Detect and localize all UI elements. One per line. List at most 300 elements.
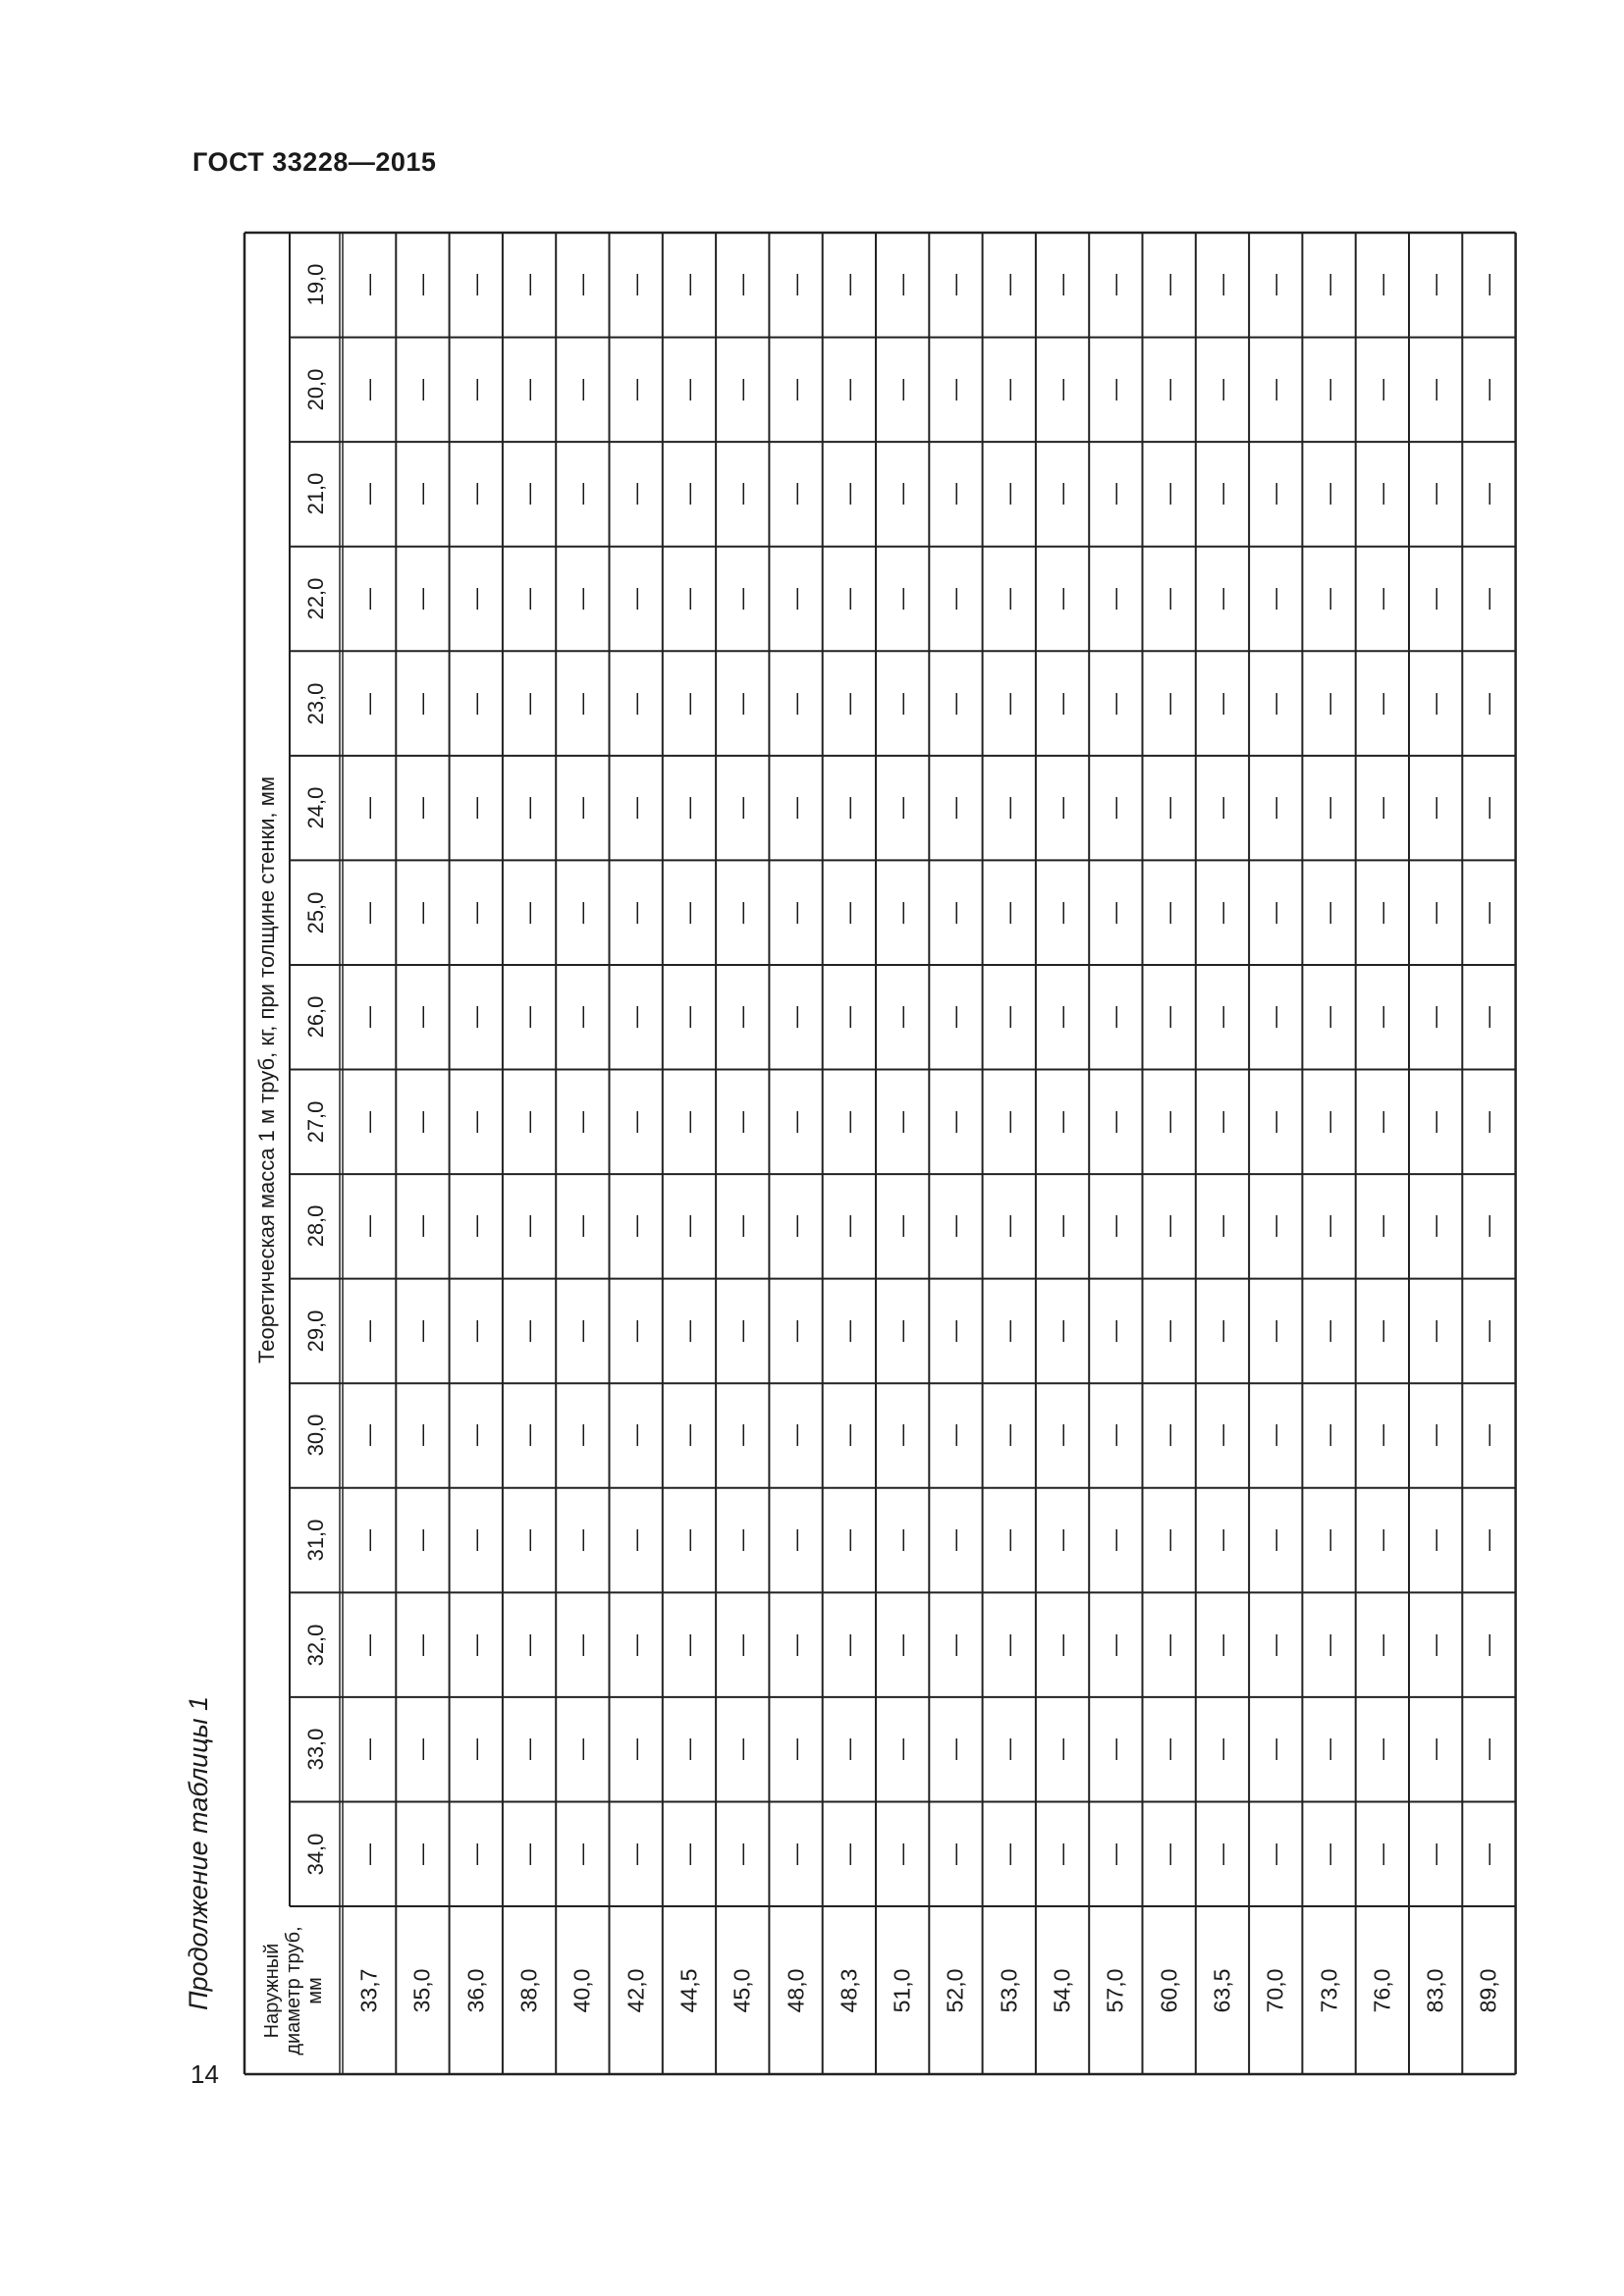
table-cell: — <box>356 901 382 924</box>
table-cell: — <box>1156 1633 1181 1656</box>
table-cell: — <box>783 1738 808 1761</box>
table-cell: — <box>569 378 595 400</box>
table-cell: — <box>623 1842 648 1865</box>
table-cell: — <box>1103 1006 1128 1029</box>
table-cell: — <box>1209 1738 1234 1761</box>
table-cell: — <box>1103 1319 1128 1342</box>
table-cell: — <box>1476 1738 1501 1761</box>
table-cell: — <box>1103 1110 1128 1133</box>
table-cell: — <box>676 1006 701 1029</box>
table-cell: — <box>1369 1529 1394 1552</box>
table-cell: — <box>1209 1215 1234 1238</box>
table-cell: — <box>836 1424 861 1447</box>
table-cell: — <box>569 692 595 715</box>
diameter-label: 70,0 <box>1262 1968 1288 2012</box>
table-cell: — <box>1209 378 1234 400</box>
table-cell: — <box>1263 1633 1288 1656</box>
table-cell: — <box>462 274 488 296</box>
table-cell: — <box>996 587 1021 610</box>
table-cell: — <box>676 378 701 400</box>
table-cell: — <box>1369 378 1394 400</box>
wall-thickness-label: 21,0 <box>303 472 328 515</box>
table-cell: — <box>676 1738 701 1761</box>
table-cell: — <box>1369 901 1394 924</box>
table-cell: — <box>1209 587 1234 610</box>
table-cell: — <box>1050 483 1075 506</box>
table-cell: — <box>783 1006 808 1029</box>
wall-thickness-label: 23,0 <box>303 682 328 724</box>
table-cell: — <box>1423 1110 1448 1133</box>
table-cell: — <box>783 1424 808 1447</box>
wall-thickness-label: 33,0 <box>303 1728 328 1771</box>
table-cell: — <box>783 1842 808 1865</box>
table-cell: — <box>1209 1110 1234 1133</box>
table-cell: — <box>1263 1110 1288 1133</box>
table-cell: — <box>1263 692 1288 715</box>
table-cell: — <box>890 1424 915 1447</box>
table-cell: — <box>1156 1006 1181 1029</box>
table-cell: — <box>1263 1842 1288 1865</box>
table-cell: — <box>1050 1738 1075 1761</box>
table-cell: — <box>1050 274 1075 296</box>
table-cell: — <box>730 378 755 400</box>
table-cell: — <box>516 1633 542 1656</box>
table-cell: — <box>943 692 968 715</box>
table-cell: — <box>569 1738 595 1761</box>
table-cell: — <box>943 1529 968 1552</box>
table-cell: — <box>1263 1738 1288 1761</box>
table-cell: — <box>1476 378 1501 400</box>
table-cell: — <box>1263 587 1288 610</box>
table-cell: — <box>996 901 1021 924</box>
table-cell: — <box>890 1319 915 1342</box>
table-cell: — <box>1209 797 1234 820</box>
diameter-label: 73,0 <box>1316 1968 1342 2012</box>
table-cell: — <box>1423 1738 1448 1761</box>
table-cell: — <box>569 901 595 924</box>
table-cell: — <box>623 1633 648 1656</box>
table-cell: — <box>1209 274 1234 296</box>
table-cell: — <box>516 483 542 506</box>
table-cell: — <box>783 901 808 924</box>
diameter-label: 83,0 <box>1422 1968 1448 2012</box>
wall-thickness-label: 25,0 <box>303 891 328 934</box>
diameter-label: 89,0 <box>1475 1968 1501 2012</box>
table-cell: — <box>1476 1110 1501 1133</box>
table-cell: — <box>890 274 915 296</box>
table-cell: — <box>409 1319 435 1342</box>
table-cell: — <box>943 1424 968 1447</box>
table-cell: — <box>1263 797 1288 820</box>
table-cell: — <box>623 1529 648 1552</box>
table-cell: — <box>1263 901 1288 924</box>
table-cell: — <box>783 378 808 400</box>
table-cell: — <box>462 797 488 820</box>
table-cell: — <box>356 692 382 715</box>
table-cell: — <box>569 1424 595 1447</box>
table-cell: — <box>996 1006 1021 1029</box>
table-cell: — <box>409 1110 435 1133</box>
table-cell: — <box>516 1738 542 1761</box>
table-cell: — <box>1209 1319 1234 1342</box>
table-cell: — <box>516 1319 542 1342</box>
table-cell: — <box>409 1006 435 1029</box>
table-cell: — <box>890 1215 915 1238</box>
table-cell: — <box>1316 797 1341 820</box>
table-cell: — <box>890 1738 915 1761</box>
table-cell: — <box>1103 1424 1128 1447</box>
table-cell: — <box>676 692 701 715</box>
table-cell: — <box>836 1319 861 1342</box>
table-cell: — <box>1209 1424 1234 1447</box>
table-cell: — <box>516 274 542 296</box>
diameter-label: 63,5 <box>1209 1968 1235 2012</box>
table-cell: — <box>462 1424 488 1447</box>
table-cell: — <box>1050 692 1075 715</box>
table-cell: — <box>623 1006 648 1029</box>
table-cell: — <box>890 587 915 610</box>
table-cell: — <box>676 1424 701 1447</box>
table-cell: — <box>1050 1319 1075 1342</box>
table-cell: — <box>783 483 808 506</box>
table-cell: — <box>409 1633 435 1656</box>
table-cell: — <box>1423 1215 1448 1238</box>
table-cell: — <box>462 692 488 715</box>
table-cell: — <box>943 1110 968 1133</box>
table-cell: — <box>996 1738 1021 1761</box>
table-cell: — <box>676 1319 701 1342</box>
table-cell: — <box>409 378 435 400</box>
table-cell: — <box>1103 587 1128 610</box>
table-cell: — <box>730 1110 755 1133</box>
table-cell: — <box>623 1424 648 1447</box>
table-cell: — <box>1050 797 1075 820</box>
table-cell: — <box>890 378 915 400</box>
group-header: Теоретическая масса 1 м труб, кг, при толщине стенки, мм <box>254 775 279 1363</box>
table-cell: — <box>943 1738 968 1761</box>
table-cell: — <box>1156 901 1181 924</box>
table-cell: — <box>623 1110 648 1133</box>
table-cell: — <box>783 1110 808 1133</box>
table-cell: — <box>1050 1006 1075 1029</box>
table-cell: — <box>1423 274 1448 296</box>
table-cell: — <box>1316 483 1341 506</box>
table-cell: — <box>836 692 861 715</box>
table-cell: — <box>836 797 861 820</box>
table-cell: — <box>1209 692 1234 715</box>
table-cell: — <box>409 1842 435 1865</box>
table-cell: — <box>1476 1529 1501 1552</box>
table-cell: — <box>676 1215 701 1238</box>
table-cell: — <box>569 797 595 820</box>
table-cell: — <box>1476 1633 1501 1656</box>
table-cell: — <box>676 1633 701 1656</box>
diameter-label: 48,3 <box>836 1968 862 2012</box>
table-cell: — <box>996 1842 1021 1865</box>
diameter-label: 54,0 <box>1049 1968 1075 2012</box>
table-cell: — <box>943 587 968 610</box>
table-cell: — <box>1476 274 1501 296</box>
table-cell: — <box>462 1738 488 1761</box>
table-cell: — <box>943 1215 968 1238</box>
table-cell: — <box>730 1738 755 1761</box>
table-cell: — <box>1423 378 1448 400</box>
table-cell: — <box>1316 1424 1341 1447</box>
table-cell: — <box>1209 1842 1234 1865</box>
diameter-label: 45,0 <box>729 1968 755 2012</box>
table-cell: — <box>783 692 808 715</box>
table-cell: — <box>1209 483 1234 506</box>
table-cell: — <box>943 901 968 924</box>
table-cell: — <box>783 1529 808 1552</box>
table-cell: — <box>996 1424 1021 1447</box>
table-cell: — <box>1316 378 1341 400</box>
diameter-label: 42,0 <box>623 1968 649 2012</box>
table-cell: — <box>783 1319 808 1342</box>
table-cell: — <box>516 1529 542 1552</box>
wall-thickness-label: 28,0 <box>303 1204 328 1248</box>
table-cell: — <box>676 587 701 610</box>
table-cell: — <box>569 1215 595 1238</box>
table-cell: — <box>1423 1529 1448 1552</box>
table-cell: — <box>569 1319 595 1342</box>
table-cell: — <box>943 1319 968 1342</box>
table-cell: — <box>1209 1006 1234 1029</box>
table-cell: — <box>462 1529 488 1552</box>
table-cell: — <box>516 1110 542 1133</box>
table-cell: — <box>730 1842 755 1865</box>
table-cell: — <box>1476 797 1501 820</box>
table-cell: — <box>409 1215 435 1238</box>
table-cell: — <box>1050 901 1075 924</box>
wall-thickness-label: 31,0 <box>303 1519 328 1562</box>
table-cell: — <box>1316 1006 1341 1029</box>
table-cell: — <box>1423 587 1448 610</box>
table-cell: — <box>836 483 861 506</box>
table-cell: — <box>623 1319 648 1342</box>
table-cell: — <box>1476 692 1501 715</box>
table-cell: — <box>462 1215 488 1238</box>
table-cell: — <box>890 1633 915 1656</box>
table-cell: — <box>409 483 435 506</box>
table-cell: — <box>1369 587 1394 610</box>
wall-thickness-label: 30,0 <box>303 1415 328 1457</box>
wall-thickness-label: 22,0 <box>303 577 328 620</box>
table-cell: — <box>1369 1215 1394 1238</box>
table-cell: — <box>569 1633 595 1656</box>
table-cell: — <box>516 692 542 715</box>
table-cell: — <box>462 1633 488 1656</box>
table-cell: — <box>1263 1319 1288 1342</box>
table-cell: — <box>356 483 382 506</box>
table-cell: — <box>1476 1006 1501 1029</box>
table-cell: — <box>1263 1529 1288 1552</box>
table-cell: — <box>1369 1738 1394 1761</box>
table-cell: — <box>623 901 648 924</box>
table-cell: — <box>783 1633 808 1656</box>
table-cell: — <box>1156 483 1181 506</box>
table-cell: — <box>462 483 488 506</box>
table-cell: — <box>676 901 701 924</box>
table-cell: — <box>943 1006 968 1029</box>
table-cell: — <box>1476 483 1501 506</box>
table-cell: — <box>1476 1215 1501 1238</box>
table-cell: — <box>1156 1215 1181 1238</box>
table-cell: — <box>356 1424 382 1447</box>
table-cell: — <box>890 692 915 715</box>
table-cell: — <box>409 1529 435 1552</box>
table-cell: — <box>836 378 861 400</box>
table-cell: — <box>1103 483 1128 506</box>
table-cell: — <box>730 274 755 296</box>
table-cell: — <box>1050 1529 1075 1552</box>
table-cell: — <box>1103 378 1128 400</box>
table-cell: — <box>409 274 435 296</box>
table-cell: — <box>1050 587 1075 610</box>
table-cell: — <box>1156 1738 1181 1761</box>
table-cell: — <box>943 483 968 506</box>
diameter-label: 35,0 <box>408 1968 435 2012</box>
table-cell: — <box>462 378 488 400</box>
table-cell: — <box>623 483 648 506</box>
table-cell: — <box>1156 1319 1181 1342</box>
table-cell: — <box>996 1110 1021 1133</box>
table-cell: — <box>1369 483 1394 506</box>
table-cell: — <box>462 587 488 610</box>
table-cell: — <box>1476 587 1501 610</box>
table-cell: — <box>890 1110 915 1133</box>
table-cell: — <box>1263 483 1288 506</box>
table-cell: — <box>836 1006 861 1029</box>
table-cell: — <box>1369 1842 1394 1865</box>
wall-thickness-label: 20,0 <box>303 368 328 411</box>
wall-thickness-label: 27,0 <box>303 1100 328 1144</box>
table-cell: — <box>1209 901 1234 924</box>
table-cell: — <box>356 1738 382 1761</box>
table-cell: — <box>730 1633 755 1656</box>
table-cell: — <box>623 274 648 296</box>
table-cell: — <box>516 1424 542 1447</box>
table-cell: — <box>623 378 648 400</box>
table-cell: — <box>890 901 915 924</box>
table-cell: — <box>1263 1424 1288 1447</box>
table-cell: — <box>996 1529 1021 1552</box>
table-cell: — <box>1103 274 1128 296</box>
table-cell: — <box>409 901 435 924</box>
table-cell: — <box>890 1006 915 1029</box>
table-cell: — <box>1369 274 1394 296</box>
table-cell: — <box>623 1738 648 1761</box>
diameter-label: 57,0 <box>1102 1968 1128 2012</box>
table-cell: — <box>1423 1424 1448 1447</box>
table-cell: — <box>356 1633 382 1656</box>
table-cell: — <box>1316 1110 1341 1133</box>
table-cell: — <box>1369 1319 1394 1342</box>
table-cell: — <box>569 274 595 296</box>
table-cell: — <box>356 1110 382 1133</box>
wall-thickness-label: 34,0 <box>303 1833 328 1876</box>
diameter-label: 53,0 <box>996 1968 1022 2012</box>
diameter-label: 60,0 <box>1156 1968 1182 2012</box>
table-cell: — <box>1316 692 1341 715</box>
table-cell: — <box>1316 1633 1341 1656</box>
table-cell: — <box>783 274 808 296</box>
table-cell: — <box>836 1110 861 1133</box>
table-cell: — <box>730 1424 755 1447</box>
table-cell: — <box>996 692 1021 715</box>
table-cell: — <box>1156 274 1181 296</box>
diameter-label: 76,0 <box>1369 1968 1395 2012</box>
table-cell: — <box>1423 1633 1448 1656</box>
table-cell: — <box>1103 1633 1128 1656</box>
table-cell: — <box>1263 378 1288 400</box>
table-cell: — <box>676 483 701 506</box>
table-cell: — <box>836 901 861 924</box>
table-cell: — <box>356 1215 382 1238</box>
wall-thickness-label: 26,0 <box>303 995 328 1039</box>
table-cell: — <box>996 797 1021 820</box>
diameter-label: 52,0 <box>942 1968 968 2012</box>
table-cell: — <box>1103 901 1128 924</box>
table-cell: — <box>1156 1842 1181 1865</box>
table-cell: — <box>676 1842 701 1865</box>
table-cell: — <box>996 1633 1021 1656</box>
wall-thickness-label: 32,0 <box>303 1624 328 1667</box>
table-cell: — <box>462 1006 488 1029</box>
table-cell: — <box>783 1215 808 1238</box>
page-number: 14 <box>190 2059 219 2089</box>
table-cell: — <box>1209 1529 1234 1552</box>
table-cell: — <box>1369 797 1394 820</box>
table-cell: — <box>569 1006 595 1029</box>
table-cell: — <box>1476 1319 1501 1342</box>
table-cell: — <box>356 1529 382 1552</box>
table-cell: — <box>1316 1215 1341 1238</box>
table-cell: — <box>836 274 861 296</box>
table-cell: — <box>730 1006 755 1029</box>
table-cell: — <box>1423 1842 1448 1865</box>
table-cell: — <box>836 587 861 610</box>
table-cell: — <box>356 378 382 400</box>
table-cell: — <box>1103 692 1128 715</box>
table-cell: — <box>409 1738 435 1761</box>
table-cell: — <box>409 797 435 820</box>
table-cell: — <box>1156 797 1181 820</box>
table-cell: — <box>623 692 648 715</box>
table-cell: — <box>1263 1215 1288 1238</box>
table-cell: — <box>730 692 755 715</box>
table-cell: — <box>462 901 488 924</box>
table-cell: — <box>996 378 1021 400</box>
table-cell: — <box>1369 692 1394 715</box>
table-cell: — <box>1476 1424 1501 1447</box>
table-cell: — <box>996 274 1021 296</box>
table-cell: — <box>890 1529 915 1552</box>
table-cell: — <box>890 1842 915 1865</box>
table-cell: — <box>1476 1842 1501 1865</box>
table-cell: — <box>1369 1424 1394 1447</box>
table-cell: — <box>730 1215 755 1238</box>
table-cell: — <box>1316 587 1341 610</box>
table-cell: — <box>516 378 542 400</box>
row-header: Наружный диаметр труб, мм <box>261 1925 326 2056</box>
table-cell: — <box>996 483 1021 506</box>
document-header: ГОСТ 33228—2015 <box>192 147 437 177</box>
table-cell: — <box>783 587 808 610</box>
table-cell: — <box>1316 901 1341 924</box>
table-cell: — <box>1156 587 1181 610</box>
table-cell: — <box>1156 692 1181 715</box>
